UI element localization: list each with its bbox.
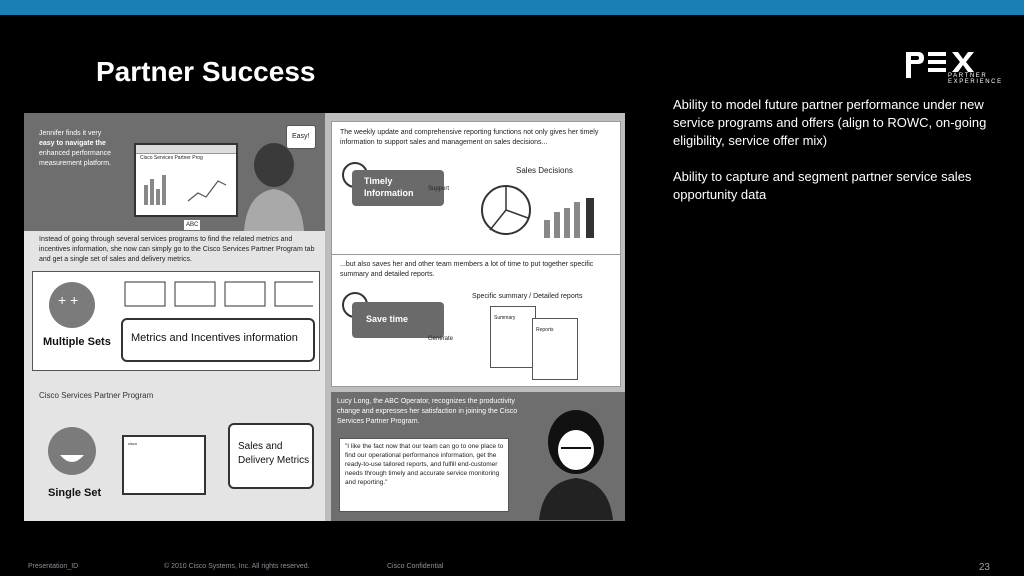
lucy-panel xyxy=(331,392,625,521)
weekly-text: The weekly update and comprehensive reporting functions not only gives her timely information to support sales and management on sales decisions... xyxy=(340,129,599,146)
pex-logo xyxy=(904,46,1020,85)
multiple-sets-box xyxy=(32,271,320,371)
sales-delivery-text: Delivery Metrics xyxy=(238,455,310,466)
screen-charts xyxy=(142,167,230,209)
program-label: Cisco Services Partner Program xyxy=(39,391,154,400)
sales-delivery-text: Sales and xyxy=(238,441,283,452)
program-screens xyxy=(123,278,313,318)
abc-tag: ABC xyxy=(186,222,199,228)
jennifer-text: measurement platform. xyxy=(39,160,111,167)
infographic xyxy=(24,113,625,521)
saves-text: ...but also saves her and other team members a lot of time to put together specific summary and detailed reports. xyxy=(340,261,594,278)
jennifer-figure xyxy=(239,135,309,231)
multiple-sets-label: Multiple Sets xyxy=(43,336,111,348)
bullet-list xyxy=(673,96,1021,222)
bubble-text: Easy! xyxy=(292,133,310,140)
programs-panel xyxy=(24,231,325,521)
support-label: Support xyxy=(428,186,450,192)
lucy-figure xyxy=(531,402,625,520)
quote-box xyxy=(339,438,509,512)
jennifer-text: Jennifer finds it very xyxy=(39,130,102,137)
bar-chart-icon xyxy=(542,192,598,240)
instead-text: Instead of going through several services programs to find the related metrics and incentives information, she now can simply go to the Cisco Services Partner Program tab and get a single set of sales and delivery metrics. xyxy=(39,236,315,263)
smile-face-icon xyxy=(48,427,96,475)
reports-panel xyxy=(331,121,621,387)
frown-face-icon: + + xyxy=(49,282,95,328)
metrics-label: Metrics and Incentives information xyxy=(131,332,298,344)
reports-document xyxy=(532,318,578,380)
speech-bubble xyxy=(286,125,316,149)
logo-subtitle: PARTNER EXPERIENCE xyxy=(948,73,1003,85)
laptop-screen xyxy=(134,143,238,217)
sales-decisions-label: Sales Decisions xyxy=(516,166,573,175)
single-screen: cisco xyxy=(122,435,206,495)
timely-label: Timely xyxy=(364,176,393,186)
metrics-box xyxy=(121,318,315,362)
slide-title: Partner Success xyxy=(96,56,316,87)
footer-confidential: Cisco Confidential xyxy=(387,563,444,570)
save-time-arrow xyxy=(352,302,444,338)
summary-document xyxy=(490,306,536,368)
top-accent-bar xyxy=(0,0,1024,15)
bullet-item: Ability to capture and segment partner service sales opportunity data xyxy=(673,169,972,202)
sales-delivery-box xyxy=(228,423,314,489)
summary-doc-label: Summary xyxy=(494,315,516,321)
bullet-item: Ability to model future partner performance under new service programs and offers (align to ROWC, on-going eligibility, service offer mix) xyxy=(673,97,987,148)
summary-reports-label: Specific summary / Detailed reports xyxy=(472,293,583,300)
generate-label: Generate xyxy=(428,336,454,342)
reports-doc-label: Reports xyxy=(536,327,554,333)
jennifer-panel xyxy=(24,113,325,231)
save-time-label: Save time xyxy=(366,314,409,324)
lucy-text: Lucy Long, the ABC Operator, recognizes the productivity change and expresses her satisfaction in joining the Cisco Services Partner Program. xyxy=(337,398,518,425)
quote-text: "I like the fact now that our team can go to one place to find our operational performance information, get the ready-to-use tailored reports, and fulfill end-customer needs through timely and accurate service monitoring and reporting." xyxy=(345,443,504,486)
jennifer-text: enhanced performance xyxy=(39,150,111,157)
footer-id: Presentation_ID xyxy=(28,563,79,570)
page-number: 23 xyxy=(978,562,990,573)
timely-label: Information xyxy=(364,188,414,198)
footer-copyright: © 2010 Cisco Systems, Inc. All rights reserved. xyxy=(164,563,310,570)
screen-title: Cisco Services Partner Prog xyxy=(140,155,203,161)
pie-chart-icon xyxy=(476,180,536,240)
jennifer-text: easy to navigate the xyxy=(39,140,106,147)
single-set-label: Single Set xyxy=(48,487,102,499)
